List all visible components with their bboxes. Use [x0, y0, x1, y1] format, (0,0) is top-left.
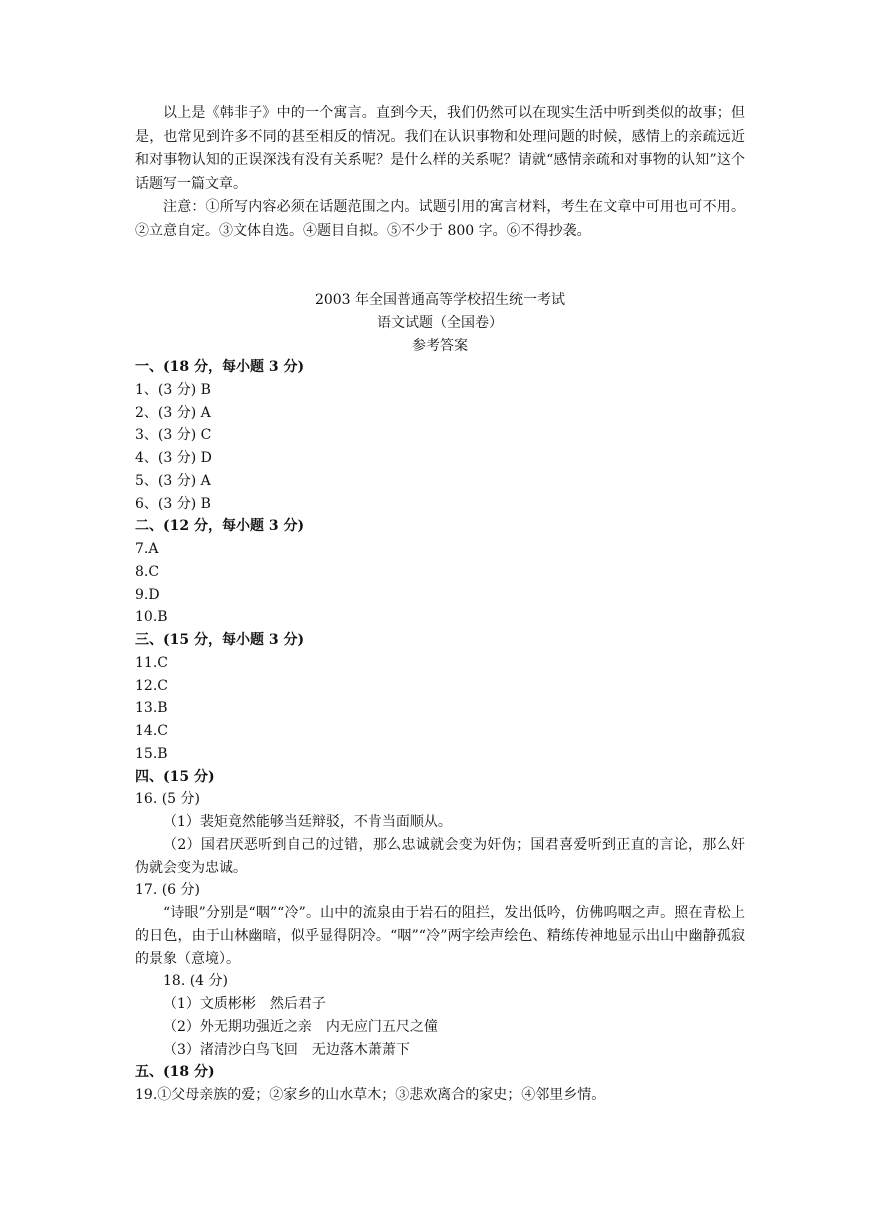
answer-item: 4、(3 分) D [135, 450, 212, 466]
essay-prompt [135, 102, 745, 243]
section-heading-1: 一、(18 分，每小题 3 分) [135, 359, 305, 375]
answer-item: 15.B [135, 745, 168, 762]
section-heading-4: 四、(15 分) [135, 768, 215, 785]
question-17-heading: 17. (6 分) [135, 882, 200, 899]
question-18-heading: 18. (4 分) [163, 973, 228, 990]
answer-item: 11.C [135, 654, 168, 671]
question-16-heading: 16. (5 分) [135, 791, 200, 808]
answer-16-2: （2）国君厌恶听到自己的过错，那么忠诚就会变为奸伪；国君喜爱听到正直的言论，那么奸伪就会变为忠诚。 [135, 836, 745, 876]
answer-key-header [135, 289, 745, 358]
answer-item: 3、(3 分) C [135, 427, 212, 444]
answer-16-1: （1）裴矩竟然能够当廷辩驳，不肯当面顺从。 [163, 814, 452, 830]
answer-item: 6、(3 分) B [135, 495, 211, 512]
section-heading-5: 五、(18 分) [135, 1064, 215, 1081]
answer-item: 9.D [135, 586, 160, 603]
answer-18-1: （1）文质彬彬 然后君子 [163, 996, 326, 1012]
answer-item: 12.C [135, 677, 168, 694]
answer-19: 19.①父母亲族的爱；②家乡的山水草木；③悲欢离合的家史；④邻里乡情。 [135, 1087, 606, 1103]
answer-item: 13.B [135, 700, 168, 717]
exam-title: 2003 年全国普通高等学校招生统一考试 [314, 292, 566, 308]
answer-18-2: （2）外无期功强近之亲 内无应门五尺之僮 [163, 1018, 438, 1035]
answer-item: 8.C [135, 563, 160, 580]
answer-key-title: 参考答案 [412, 338, 468, 354]
answer-list [135, 356, 745, 1107]
answer-17-text: “诗眼”分别是“咽”“冷”。山中的流泉由于岩石的阻拦，发出低吟，仿佛呜咽之声。照在青松上的日色，由于山林幽暗，似乎显得阴冷。“咽”“冷”两字绘声绘色、精练传神地显示出山中幽静孤寂的景象（意境）。 [135, 905, 745, 967]
prompt-notes: 注意：①所写内容必须在话题范围之内。试题引用的寓言材料，考生在文章中可用也可不用。②立意自定。③文体自选。④题目自拟。⑤不少于 800 字。⑥不得抄袭。 [135, 199, 745, 239]
prompt-paragraph: 以上是《韩非子》中的一个寓言。直到今天，我们仍然可以在现实生活中听到类似的故事；但是，也常见到许多不同的甚至相反的情况。我们在认识事物和处理问题的时候，感情上的亲疏远近和对事物认知的正误深浅有没有关系呢？是什么样的关系呢？请就“感情亲疏和对事物的认知”这个话题写一篇文章。 [135, 105, 745, 192]
answer-item: 5、(3 分) A [135, 472, 211, 489]
answer-item: 2、(3 分) A [135, 404, 211, 421]
section-heading-3: 三、(15 分，每小题 3 分) [135, 632, 305, 648]
answer-18-3: （3）渚清沙白鸟飞回 无边落木萧萧下 [163, 1041, 410, 1058]
exam-subtitle: 语文试题（全国卷） [377, 315, 503, 331]
answer-item: 1、(3 分) B [135, 381, 211, 398]
answer-item: 10.B [135, 609, 168, 626]
section-heading-2: 二、(12 分，每小题 3 分) [135, 518, 305, 535]
answer-item: 14.C [135, 723, 168, 739]
answer-item: 7.A [135, 541, 159, 557]
